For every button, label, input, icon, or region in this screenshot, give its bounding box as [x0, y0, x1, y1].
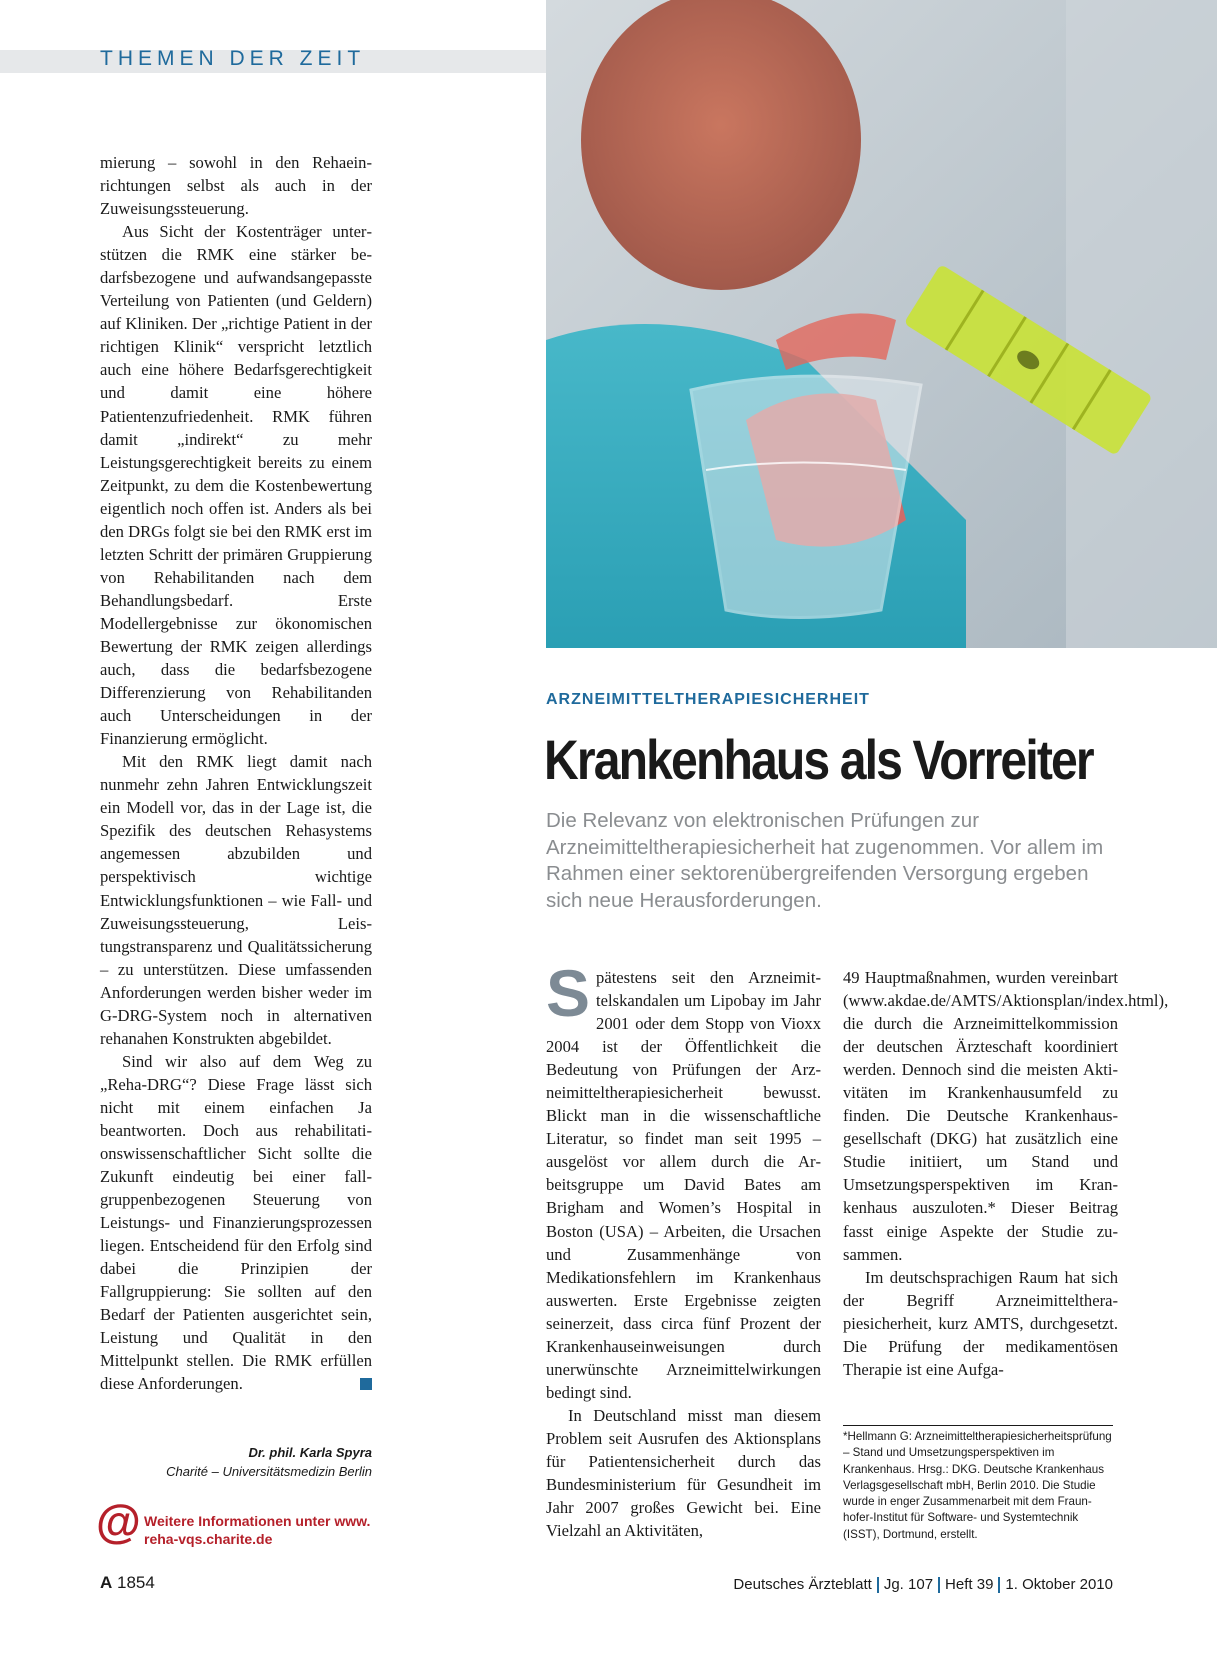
separator: [877, 1577, 879, 1593]
section-label: THEMEN DER ZEIT: [100, 47, 366, 70]
article-kicker: ARZNEIMITTELTHERAPIESICHERHEIT: [546, 691, 870, 708]
journal-volume: Jg. 107: [883, 1576, 934, 1593]
col2-paragraph: pätestens seit den Arzneimittelskandalen um Lipobay im Jahr 2001 oder dem Stopp von Vioxx 2004 ist der Öffentlichkeit die Bedeutung von Prüfungen der Arzneimitteltherapiesicherheit bewusst. Blickt man in die wissenschaftliche Literatur, so findet man seit 1995 – ausgelöst vor allem durch die Arbeitsgruppe um David Bates am Brigham and Women’s Hospital in Boston (USA) – Arbeiten, die Ursachen und Zusammenhänge von Medikationsfehlern im Krankenhaus auswerten. Erste Ergebnisse zeigten seinerzeit, dass circa fünf Prozent der Krankenhauseinweisungen durch unerwünschte Arzneimittelwirkungen bedingt sind.: [546, 968, 821, 1402]
article-photo: [546, 0, 1217, 648]
article-headline: Krankenhaus als Vorreiter: [544, 728, 1093, 791]
page-number: [100, 1573, 155, 1593]
col3-paragraph: 49 Hauptmaßnahmen, wurden vereinbart (www.akdae.de/AMTS/Aktionsplan/index.html), die durch die Arzneimittelkommission der deutschen Ärzteschaft koordiniert werden. Dennoch sind die meisten Aktivitäten im Krankenhausumfeld zu finden. Die Deutsche Krankenhausgesellschaft (DKG) hat zusätzlich eine Studie initiiert, um Stand und Umsetzungsperspektiven im Krankenhaus auszuloten.* Dieser Beitrag fasst einige Aspekte der Studie zusammen.: [843, 968, 1169, 1264]
separator: [998, 1577, 1000, 1593]
journal-name: Deutsches Ärzteblatt: [733, 1576, 872, 1593]
web-hint-line1: Weitere Informationen unter www.: [144, 1513, 371, 1529]
author-name: Dr. phil. Karla Spyra: [248, 1445, 372, 1460]
col2-paragraph: In Deutschland misst man diesem Problem seit Ausrufen des Aktionsplans für Patientensicherheit durch das Bundesministerium für Gesundheit im Jahr 2007 großes Gewicht bei. Eine Vielzahl an Aktivitäten,: [546, 1405, 821, 1541]
folio-prefix: A: [100, 1573, 113, 1592]
col1-paragraph: Aus Sicht der Kostenträger unterstützen die RMK eine stärker bedarfsbezogene und aufwandsangepasste Verteilung von Patienten (und Geldern) auf Kliniken. Der „richtige Patient in der richtigen Klinik“ verspricht letztlich auch eine höhere Bedarfsgerechtigkeit und damit eine höhere Patientenzufriedenheit. RMK führen damit „indirekt“ zu mehr Leistungsgerechtigkeit bereits zu einem Zeitpunkt, zu dem die Kostenbewertung eigentlich noch offen ist. Anders als bei den DRGs folgt sie bei den RMK erst im letzten Schritt der primären Gruppierung von Rehabilitanden nach dem Behandlungsbedarf. Erste Modellergebnisse zur ökonomischen Bewertung der RMK zeigen allerdings auch, dass die bedarfsbezogene Differenzierung von Rehabilitanden auch Unterscheidungen in der Finanzierung ermöglicht.: [100, 222, 372, 749]
column-3: [843, 966, 1169, 1381]
footnote-divider: [843, 1425, 1113, 1426]
end-mark-icon: [360, 1378, 372, 1390]
column-1: [100, 151, 372, 1396]
col3-paragraph: Im deutschsprachigen Raum hat sich der Begriff Arzneimitteltherapiesicherheit, kurz AMTS, durchgesetzt. Die Prüfung der medikamentösen Therapie ist eine Aufga-: [843, 1267, 1118, 1379]
article-lead: Die Relevanz von elektronischen Prüfungen zur Arzneimitteltherapiesicherheit hat zugenommen. Vor allem im Rahmen einer sektorenübergreifenden Versorgung ergeben sich neue Herausforderungen.: [546, 809, 1104, 912]
col1-paragraph: Mit den RMK liegt damit nach nunmehr zehn Jahren Entwicklungszeit ein Modell vor, das in der Lage ist, die Spezifik des deutschen Rehasystems angemessen abzubilden und perspektivisch wichtige Entwicklungsfunktionen – wie Fall- und Zuweisungssteuerung, Leistungstransparenz und Qualitätssicherung – zu unterstützen. Diese umfassenden Anforderungen werden bisher weder im G-DRG-System noch in alternativen rehanahen Konstrukten abgebildet.: [100, 752, 372, 1048]
author-affiliation: Charité – Universitätsmedizin Berlin: [166, 1464, 372, 1479]
journal-issue: Heft 39: [945, 1576, 994, 1593]
photo-pill-box-glass: [546, 0, 1217, 648]
author-block: [100, 1443, 372, 1481]
web-hint-link[interactable]: reha-vqs.charite.de: [144, 1531, 273, 1547]
drop-cap: S: [546, 956, 591, 1030]
web-hint: [96, 1495, 386, 1547]
footnote: *Hellmann G: Arzneimitteltherapiesicherheitsprüfung – Stand und Umsetzungsperspektiven im Krankenhaus. Hrsg.: DKG. Deutsche Krankenhaus Verlagsgesellschaft mbH, Berlin 2010. Die Studie wurde in enger Zusammenarbeit mit dem Fraunhofer-Institut für Software- und Systemtechnik (ISST), Dortmund, erstellt.: [843, 1430, 1112, 1541]
journal-date: 1. Oktober 2010: [1005, 1576, 1113, 1593]
folio-number: 1854: [117, 1573, 155, 1592]
separator: [938, 1577, 940, 1593]
at-icon: @: [96, 1495, 141, 1547]
col1-paragraph: mierung – sowohl in den Rehaeinrichtungen selbst als auch in der Zuweisungssteuerung.: [100, 153, 372, 219]
publication-line: [733, 1576, 1113, 1593]
column-2: [546, 956, 821, 1542]
col1-paragraph: Sind wir also auf dem Weg zu „Reha-DRG“? Diese Frage lässt sich nicht mit einem einfachen Ja beantworten. Doch aus rehabilitationswissenschaftlicher Sicht sollte die Zukunft eindeutig bei einer fallgruppenbezogenen Steuerung von Leistungs- und Finanzierungsprozessen liegen. Entscheidend für den Erfolg sind dabei die Prinzipien der Fallgruppierung: Sie sollten auf den Bedarf der Patienten ausgerichtet sein, Leistung und Qualität in den Mittelpunkt stellen. Die RMK erfüllen diese Anforderungen.: [100, 1051, 372, 1394]
